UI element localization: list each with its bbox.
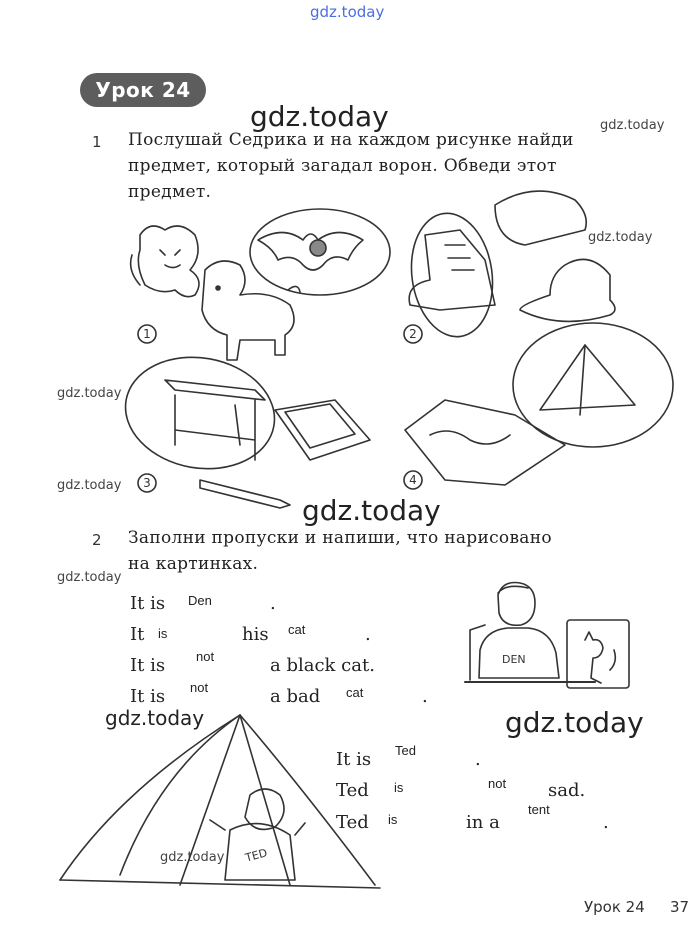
answer-4b: cat bbox=[346, 685, 364, 700]
answer-2b: cat bbox=[288, 622, 306, 637]
sentence-3-start: It is bbox=[130, 655, 166, 676]
answer-7b: tent bbox=[528, 802, 550, 817]
watermark-small: gdz.today bbox=[160, 850, 225, 865]
watermark-small: gdz.today bbox=[588, 230, 653, 245]
picture-number-4: 4 bbox=[409, 473, 417, 487]
page-number: 37 bbox=[670, 898, 690, 916]
answer-5: Ted bbox=[395, 743, 416, 758]
watermark-medium: gdz.today bbox=[105, 706, 205, 730]
answer-1: Den bbox=[188, 593, 212, 608]
answer-6b: not bbox=[488, 776, 507, 791]
task2-number: 2 bbox=[92, 531, 102, 549]
task1-line2: предмет, который загадал ворон. Обведи этот bbox=[128, 156, 557, 176]
picture-number-3: 3 bbox=[143, 476, 151, 490]
shirt-label-ted: TED bbox=[243, 846, 269, 865]
sentence-7-mid: in a bbox=[466, 812, 500, 833]
tent-ted-icon bbox=[60, 715, 380, 888]
sentence-4-start: It is bbox=[130, 686, 166, 707]
answer-6a: is bbox=[394, 780, 404, 795]
answer-3: not bbox=[196, 649, 215, 664]
watermark-top: gdz.today bbox=[310, 3, 385, 21]
sentence-5-end: . bbox=[475, 749, 481, 770]
boy-den-icon bbox=[465, 583, 595, 683]
task2-line2: на картинках. bbox=[128, 554, 259, 574]
watermark-small: gdz.today bbox=[57, 386, 122, 401]
watermark-small: gdz.today bbox=[57, 570, 122, 585]
cat-picture-icon bbox=[567, 620, 629, 688]
watermark-small: gdz.today bbox=[57, 478, 122, 493]
sentence-2-mid: his bbox=[242, 624, 269, 645]
sentence-7-start: Ted bbox=[336, 812, 369, 833]
answer-4a: not bbox=[190, 680, 209, 695]
task1-number: 1 bbox=[92, 133, 102, 151]
sentence-1-end: . bbox=[270, 593, 276, 614]
sentence-6-start: Ted bbox=[336, 780, 369, 801]
sentence-4-mid: a bad bbox=[270, 686, 321, 707]
sentence-6-end: sad. bbox=[548, 780, 586, 801]
watermark-large: gdz.today bbox=[505, 706, 644, 739]
footer-lesson: Урок 24 bbox=[584, 898, 645, 916]
answer-7a: is bbox=[388, 812, 398, 827]
sentence-5-start: It is bbox=[336, 749, 372, 770]
shirt-label-den: DEN bbox=[502, 653, 526, 666]
watermark-small: gdz.today bbox=[600, 118, 665, 133]
task1-line1: Послушай Седрика и на каждом рисунке найди bbox=[128, 130, 574, 150]
sentence-1-start: It is bbox=[130, 593, 166, 614]
sentence-4-end: . bbox=[422, 686, 428, 707]
picture-number-1: 1 bbox=[143, 327, 151, 341]
sentence-7-end: . bbox=[603, 812, 609, 833]
watermark-large: gdz.today bbox=[250, 100, 389, 133]
task1-line3: предмет. bbox=[128, 182, 212, 202]
task2-line1: Заполни пропуски и напиши, что нарисовано bbox=[128, 528, 552, 548]
sentence-2-start: It bbox=[130, 624, 145, 645]
sentence-3-end: a black cat. bbox=[270, 655, 375, 676]
watermark-large: gdz.today bbox=[302, 494, 441, 527]
sentence-2-end: . bbox=[365, 624, 371, 645]
answer-2a: is bbox=[158, 626, 168, 641]
picture-number-2: 2 bbox=[409, 327, 417, 341]
lesson-badge: Урок 24 bbox=[80, 73, 206, 107]
